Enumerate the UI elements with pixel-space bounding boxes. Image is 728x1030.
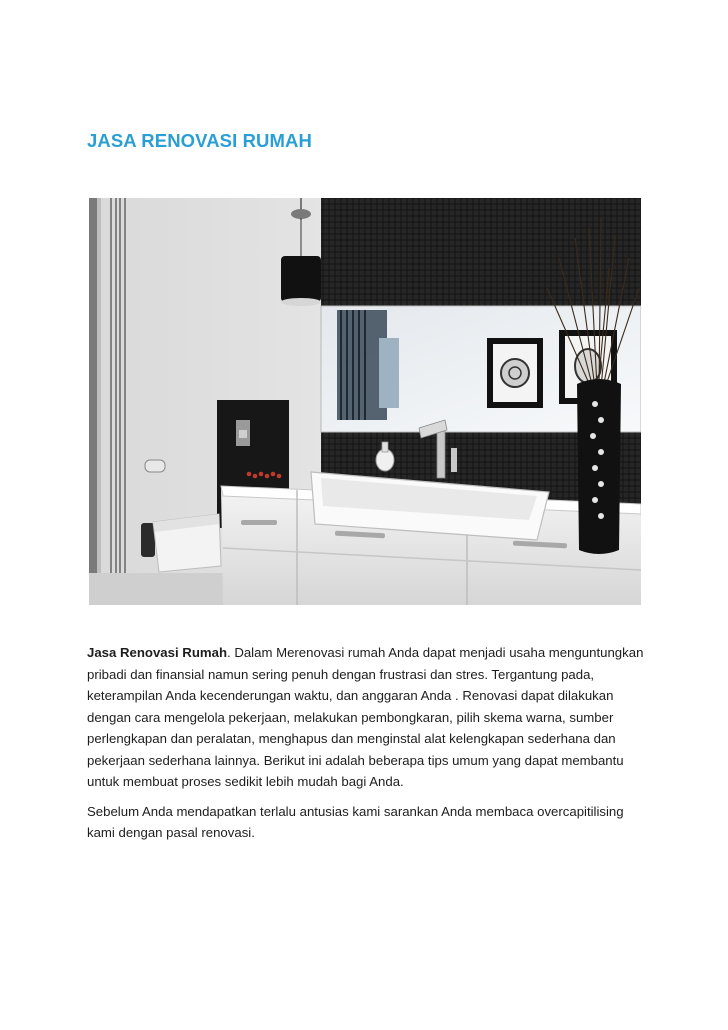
paragraph-1-text: . Dalam Merenovasi rumah Anda dapat menjadi usaha menguntungkan pribadi dan finansial namun sering penuh dengan frustrasi dan stres. Tergantung pada, keterampilan Anda kecenderungan waktu, dan anggaran Anda . Renovasi dapat dilakukan dengan cara mengelola pekerjaan, melakukan pembongkaran, pilih skema warna, sumber perlengkapan dan peralatan, menghapus dan menginstal alat kelengkapan sederhana dan pekerjaan sederhana lainnya. Berikut ini adalah beberapa tips umum yang dapat membantu untuk membuat proses sedikit lebih mudah bagi Anda.	[87, 645, 644, 789]
page-title: JASA RENOVASI RUMAH	[87, 130, 312, 151]
paragraph-1	[87, 642, 647, 793]
bathroom-image	[89, 198, 641, 605]
black-vase	[577, 379, 621, 554]
article-body	[87, 642, 647, 844]
bathroom-photo	[89, 198, 641, 605]
pendant-lamp	[281, 256, 321, 302]
paragraph-2: Sebelum Anda mendapatkan terlalu antusias kami sarankan Anda membaca overcapitilising kami dengan pasal renovasi.	[87, 803, 624, 840]
lead-keyword: Jasa Renovasi Rumah	[87, 645, 227, 660]
tile-wall-top	[321, 198, 641, 310]
